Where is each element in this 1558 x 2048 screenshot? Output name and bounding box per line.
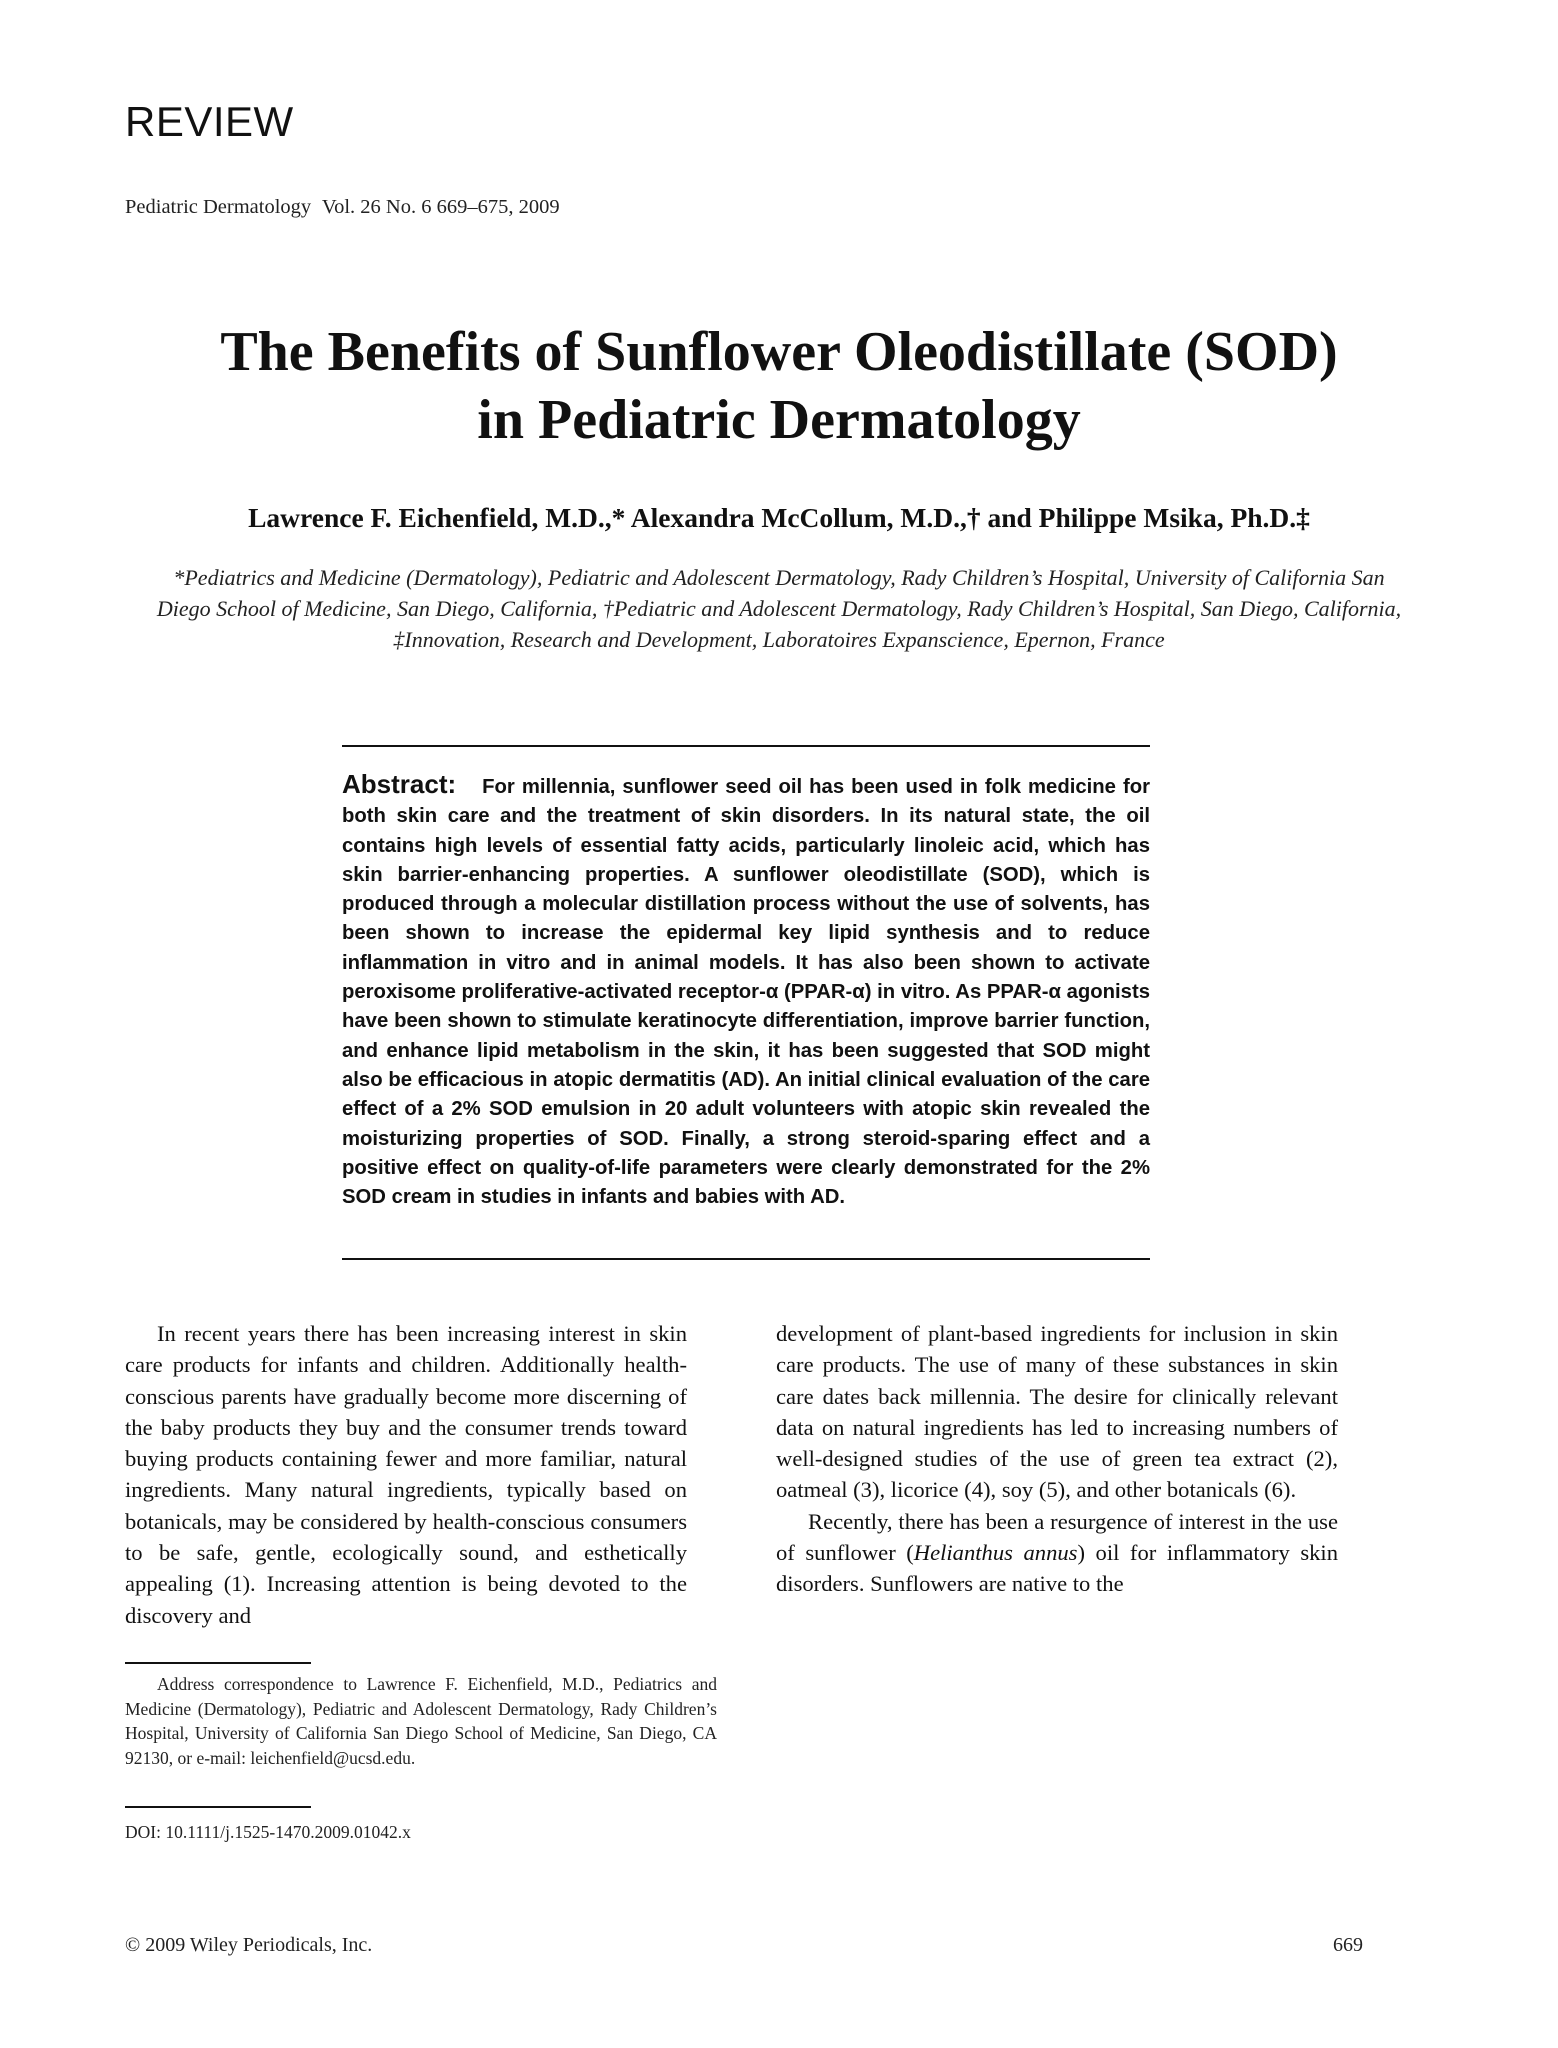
author-affiliations: *Pediatrics and Medicine (Dermatology), Pediatric and Adolescent Dermatology, Rady Children’s Hospital, University of California San Diego School of Medicine, San Diego, California, †Pediatric and Adolescent Dermatology, Rady Children’s Hospital, San Diego, California, ‡Innovation, Research and Development, Laboratoires Expanscience, Epernon, France (156, 565, 1402, 652)
abstract-text: For millennia, sunflower seed oil has been used in folk medicine for both skin care and the treatment of skin disorders. In its natural state, the oil contains high levels of essential fatty acids, particularly linoleic acid, which has skin barrier-enhancing properties. A sunflower oleodistillate (SOD), which is produced through a molecular distillation process without the use of solvents, has been shown to increase the epidermal key lipid synthesis and to reduce inflammation in vitro and in animal models. It has also been shown to activate peroxisome proliferative-activated receptor-α (PPAR-α) in vitro. As PPAR-α agonists have been shown to stimulate keratinocyte differentiation, improve barrier function, and enhance lipid metabolism in the skin, it has been suggested that SOD might also be efficacious in atopic dermatitis (AD). An initial clinical evaluation of the care effect of a 2% SOD emulsion in 20 adult volunteers with atopic skin revealed the moisturizing properties of SOD. Finally, a strong steroid-sparing effect and a positive effect on quality-of-life parameters were clearly demonstrated for the 2% SOD cream in studies in infants and babies with AD. (342, 776, 1150, 1209)
paragraph-text: ) oil for inflammatory skin disorders. Sunflowers are native to the (776, 1540, 1338, 1597)
journal-reference (125, 196, 566, 219)
footnote-rule (125, 1662, 311, 1664)
body-column-right (776, 1318, 1338, 1600)
body-paragraph: development of plant-based ingredients for inclusion in skin care products. The use of many of these substances in skin care dates back millennia. The desire for clinically relevant data on natural ingredients has led to increasing numbers of well-designed studies of the use of green tea extract (2), oatmeal (3), licorice (4), soy (5), and other botanicals (6). (776, 1321, 1338, 1503)
correspondence-footnote (125, 1672, 717, 1770)
copyright-notice: © 2009 Wiley Periodicals, Inc. (125, 1934, 373, 1956)
body-column-left (125, 1318, 687, 1631)
paragraph-text: Recently, there has been a resurgence of interest in the use of sunflower ( (776, 1508, 1338, 1566)
title-line-2: in Pediatric Dermatology (477, 389, 1081, 451)
journal-name: Pediatric Dermatology (125, 196, 312, 218)
correspondence-text: Address correspondence to Lawrence F. Eichenfield, M.D., Pediatrics and Medicine (Dermatology), Pediatric and Adolescent Dermatology, Rady Children’s Hospital, University of California San Diego School of Medicine, San Diego, CA 92130, or e-mail: leichenfield@ucsd.edu. (125, 1674, 717, 1768)
doi-rule (125, 1806, 311, 1808)
page-number: 669 (1333, 1934, 1363, 1956)
article-title (0, 318, 1558, 454)
author-list: Lawrence F. Eichenfield, M.D.,* Alexandra McCollum, M.D.,† and Philippe Msika, Ph.D.‡ (248, 502, 1310, 533)
section-label: REVIEW (125, 98, 294, 145)
abstract-heading: Abstract: (342, 769, 457, 799)
journal-volume: Vol. 26 No. 6 669–675, 2009 (321, 196, 560, 218)
body-paragraph (776, 1506, 1338, 1600)
abstract-top-rule (342, 745, 1150, 747)
abstract-bottom-rule (342, 1258, 1150, 1260)
body-paragraph: In recent years there has been increasing interest in skin care products for infants and children. Additionally health-conscious parents have gradually become more discerning of the baby products they buy and the consumer trends toward buying products containing fewer and more familiar, natural ingredients. Many natural ingredients, typically based on botanicals, may be considered by health-conscious consumers to be safe, gentle, ecologically sound, and esthetically appealing (1). Increasing attention is being devoted to the discovery and (125, 1321, 687, 1628)
title-line-1: The Benefits of Sunflower Oleodistillate (SOD) (220, 321, 1338, 383)
species-name: Helianthus annus (913, 1540, 1078, 1566)
doi: DOI: 10.1111/j.1525-1470.2009.01042.x (125, 1822, 411, 1842)
abstract (342, 770, 1150, 1212)
